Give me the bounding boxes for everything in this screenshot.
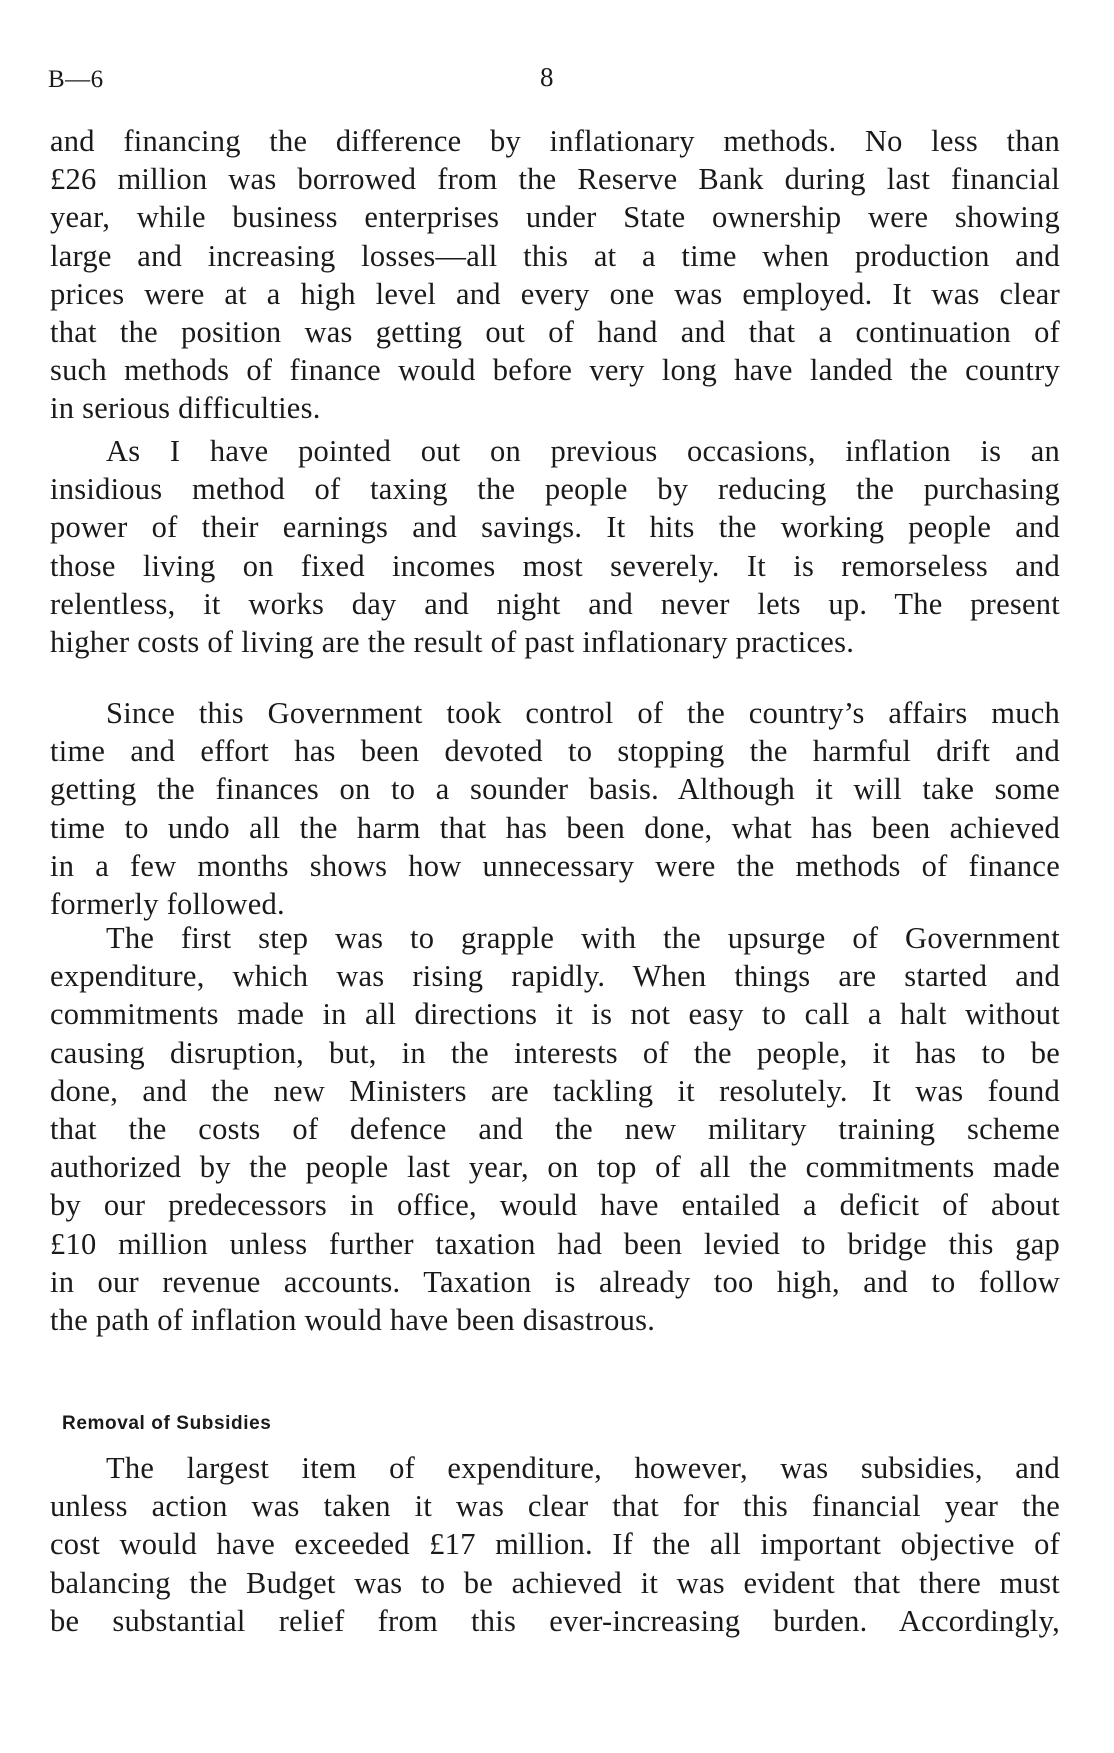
text-line: done, and the new Ministers are tackling it resolutely. It was found [50, 1073, 1060, 1108]
paragraph-subsidies [50, 1449, 1060, 1640]
text-line: Since this Government took control of the country’s affairs much [106, 696, 1060, 730]
text-line: time to undo all the harm that has been done, what has been achieved [50, 810, 1060, 845]
text-line: £10 million unless further taxation had been levied to bridge this gap [50, 1226, 1060, 1261]
text-line: such methods of finance would before very long have landed the country [50, 353, 1060, 388]
text-line: time and effort has been devoted to stopping the harmful drift and [50, 734, 1060, 769]
text-line: getting the finances on to a sounder basis. Although it will take some [50, 772, 1060, 807]
text-line: and financing the difference by inflationary methods. No less than [50, 124, 1060, 158]
paragraph-inflationary-finance [50, 122, 1060, 428]
document-reference: B—6 [48, 66, 104, 93]
text-line: by our predecessors in office, would have entailed a deficit of about [50, 1188, 1060, 1223]
text-line: commitments made in all directions it is not easy to call a halt without [50, 997, 1060, 1032]
text-line: year, while business enterprises under State ownership were showing [50, 200, 1060, 235]
text-line: in a few months shows how unnecessary were the methods of finance [50, 848, 1060, 883]
text-line: unless action was taken it was clear that for this financial year the [50, 1489, 1060, 1524]
paragraph-first-step [50, 919, 1060, 1339]
text-line: expenditure, which was rising rapidly. When things are started and [50, 959, 1060, 994]
text-line: prices were at a high level and every one was employed. It was clear [50, 276, 1060, 311]
text-line: The largest item of expenditure, however, was subsidies, and [106, 1451, 1060, 1485]
text-line: £26 million was borrowed from the Reserve Bank during last financial [50, 162, 1060, 197]
text-line: be substantial relief from this ever-increasing burden. Accordingly, [50, 1603, 1060, 1638]
paragraph-inflation-taxing [50, 432, 1060, 661]
section-heading: Removal of Subsidies [62, 1413, 272, 1434]
paragraph-government-control [50, 694, 1060, 923]
text-line: The first step was to grapple with the upsurge of Government [106, 921, 1060, 955]
text-line: in our revenue accounts. Taxation is already too high, and to follow [50, 1264, 1060, 1299]
text-line: that the position was getting out of hand and that a continuation of [50, 315, 1060, 350]
text-line: causing disruption, but, in the interests of the people, it has to be [50, 1035, 1060, 1070]
text-line: power of their earnings and savings. It hits the working people and [50, 510, 1060, 545]
text-line: large and increasing losses—all this at a time when production and [50, 238, 1060, 273]
text-line: balancing the Budget was to be achieved it was evident that there must [50, 1565, 1060, 1600]
text-line: As I have pointed out on previous occasions, inflation is an [106, 434, 1060, 468]
text-line: cost would have exceeded £17 million. If the all important objective of [50, 1527, 1060, 1562]
text-line: those living on fixed incomes most severely. It is remorseless and [50, 548, 1060, 583]
text-line: formerly followed. [50, 887, 285, 922]
text-line: higher costs of living are the result of past inflationary practices. [50, 625, 855, 660]
page-number: 8 [540, 62, 554, 92]
text-line: relentless, it works day and night and never lets up. The present [50, 586, 1060, 621]
text-line: in serious difficulties. [50, 391, 321, 426]
text-line: authorized by the people last year, on top of all the commitments made [50, 1150, 1060, 1185]
text-line: that the costs of defence and the new military training scheme [50, 1112, 1060, 1147]
text-line: insidious method of taxing the people by reducing the purchasing [50, 472, 1060, 507]
text-line: the path of inflation would have been disastrous. [50, 1303, 656, 1338]
